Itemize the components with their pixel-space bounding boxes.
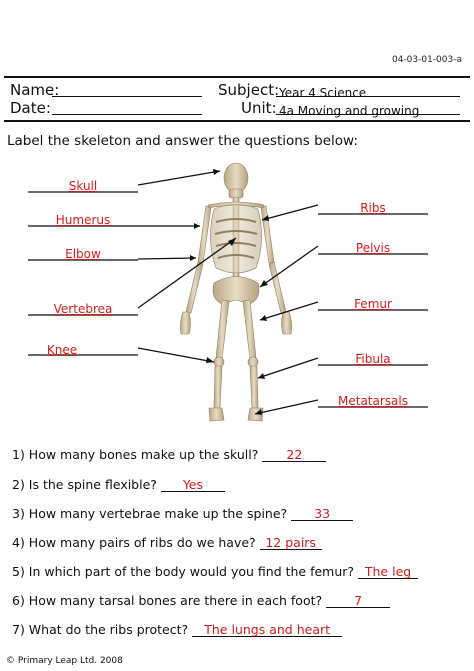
question-5 xyxy=(12,564,418,579)
subject-value: Year 4 Science xyxy=(279,86,367,100)
question-7 xyxy=(12,622,342,637)
question-text: 7) What do the ribs protect? xyxy=(12,622,189,637)
question-6 xyxy=(12,593,390,608)
unit-label: Unit: xyxy=(241,99,277,117)
question-2 xyxy=(12,477,225,492)
question-1 xyxy=(12,447,326,462)
answer-field[interactable]: 7 xyxy=(326,593,390,608)
label-ribs: Ribs xyxy=(360,201,386,215)
unit-value: 4a Moving and growing xyxy=(279,104,420,118)
label-femur: Femur xyxy=(354,297,392,311)
answer-field[interactable]: 33 xyxy=(291,506,353,521)
label-vertebrea: Vertebrea xyxy=(53,302,113,316)
answer-field[interactable]: 22 xyxy=(262,447,326,462)
label-knee: Knee xyxy=(46,343,78,357)
name-label: Name: xyxy=(10,81,60,99)
label-elbow: Elbow xyxy=(65,247,101,261)
question-text: 5) In which part of the body would you find the femur? xyxy=(12,564,355,579)
answer-field[interactable]: 12 pairs xyxy=(260,535,322,550)
label-fibula: Fibula xyxy=(355,352,391,366)
answer-field[interactable]: The lungs and heart xyxy=(192,622,342,637)
skeleton-image xyxy=(180,163,291,421)
question-text: 6) How many tarsal bones are there in each foot? xyxy=(12,593,323,608)
answer-field[interactable]: The leg xyxy=(358,564,418,579)
question-3 xyxy=(12,506,353,521)
question-text: 1) How many bones make up the skull? xyxy=(12,447,259,462)
date-label: Date: xyxy=(10,99,51,117)
question-text: 2) Is the spine flexible? xyxy=(12,477,157,492)
subject-label: Subject: xyxy=(218,81,280,99)
footer-copyright: © Primary Leap Ltd. 2008 xyxy=(6,656,123,666)
answer-field[interactable]: Yes xyxy=(161,477,225,492)
question-text: 4) How many pairs of ribs do we have? xyxy=(12,535,256,550)
label-humerus: Humerus xyxy=(55,213,111,227)
label-metatarsals: Metatarsals xyxy=(338,394,408,408)
question-4 xyxy=(12,535,322,550)
instructions: Label the skeleton and answer the questions below: xyxy=(7,133,358,149)
label-skull: Skull xyxy=(68,179,98,193)
document-code: 04-03-01-003-a xyxy=(391,55,462,65)
label-pelvis: Pelvis xyxy=(355,241,391,255)
question-text: 3) How many vertebrae make up the spine? xyxy=(12,506,288,521)
